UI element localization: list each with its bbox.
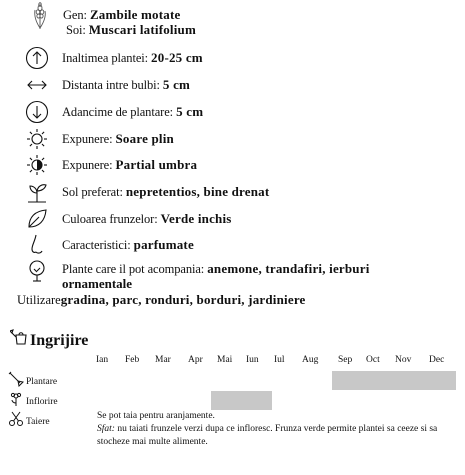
sun-icon — [25, 127, 49, 151]
blossom-icon — [8, 391, 24, 407]
arrow-down-circle-icon — [25, 100, 49, 124]
expunere-soare-text: Expunere: Soare plin — [62, 131, 174, 146]
month-label: Feb — [125, 355, 140, 365]
month-label: Iun — [246, 355, 259, 365]
sol-text: Sol preferat: nepretentios, bine drenat — [62, 184, 270, 199]
info-sol — [0, 180, 465, 204]
month-label: Iul — [274, 355, 285, 365]
caracteristici-text: Caracteristici: parfumate — [62, 237, 194, 252]
scissors-icon — [8, 411, 24, 427]
distanta-text: Distanta intre bulbi: 5 cm — [62, 77, 191, 92]
month-label: Apr — [188, 355, 203, 365]
tip-label: Sfat: — [97, 424, 115, 434]
adancime-text: Adancime de plantare: 5 cm — [62, 104, 204, 119]
care-note: Se pot taia pentru aranjamente. — [97, 411, 215, 421]
soi-text: Soi: Muscari latifolium — [66, 22, 197, 37]
info-soi — [0, 20, 465, 44]
activity-label: Inflorire — [26, 397, 58, 407]
activity-label: Plantare — [26, 377, 58, 387]
month-label: Aug — [302, 355, 319, 365]
tip-text: nu taiati frunzele verzi dupa ce infloresc. Frunza verde permite plantei sa ceeze si sa stocheze mai multe alimente. — [97, 424, 438, 447]
shovel-icon — [8, 371, 24, 387]
arrow-up-circle-icon — [25, 46, 49, 70]
leaf-icon — [25, 207, 49, 231]
gen-text: Gen: Zambile motate — [63, 7, 181, 22]
month-label: Mai — [217, 355, 233, 365]
info-culoare — [0, 207, 465, 231]
activity-inflorire — [8, 391, 108, 411]
month-label: Oct — [366, 355, 380, 365]
month-label: Sep — [338, 355, 353, 365]
info-distanta — [0, 73, 465, 97]
activity-plantare — [8, 371, 108, 391]
month-label: Ian — [96, 355, 109, 365]
inaltime-text: Inaltimea plantei: 20-25 cm — [62, 50, 203, 65]
half-sun-icon — [25, 153, 49, 177]
watering-can-icon — [10, 328, 30, 346]
nose-icon — [25, 233, 49, 257]
info-adancime — [0, 100, 465, 124]
acompania-text-line2: ornamentale — [62, 276, 133, 291]
tree-icon — [25, 259, 49, 283]
month-label: Nov — [395, 355, 412, 365]
care-title: Ingrijire — [30, 332, 89, 349]
expunere-umbra-text: Expunere: Partial umbra — [62, 157, 198, 172]
acompania-text: Plante care il pot acompania: anemone, trandafiri, ierburi — [62, 261, 370, 276]
activity-bar-plantare — [332, 371, 456, 390]
care-tip — [97, 423, 452, 448]
info-inaltime — [0, 46, 465, 70]
month-label: Mar — [155, 355, 171, 365]
info-caracteristici — [0, 233, 465, 257]
info-expunere-soare — [0, 127, 465, 151]
month-label: Dec — [429, 355, 445, 365]
info-expunere-umbra — [0, 153, 465, 177]
culoare-text: Culoarea frunzelor: Verde inchis — [62, 211, 232, 226]
sprout-icon — [25, 180, 49, 204]
info-utilizare: Utilizaregradina, parc, ronduri, borduri, jardiniere — [17, 292, 306, 307]
activity-bar-inflorire — [211, 391, 272, 410]
arrow-horizontal-icon — [25, 73, 49, 97]
activity-label: Taiere — [26, 417, 50, 427]
activity-taiere — [8, 411, 108, 431]
